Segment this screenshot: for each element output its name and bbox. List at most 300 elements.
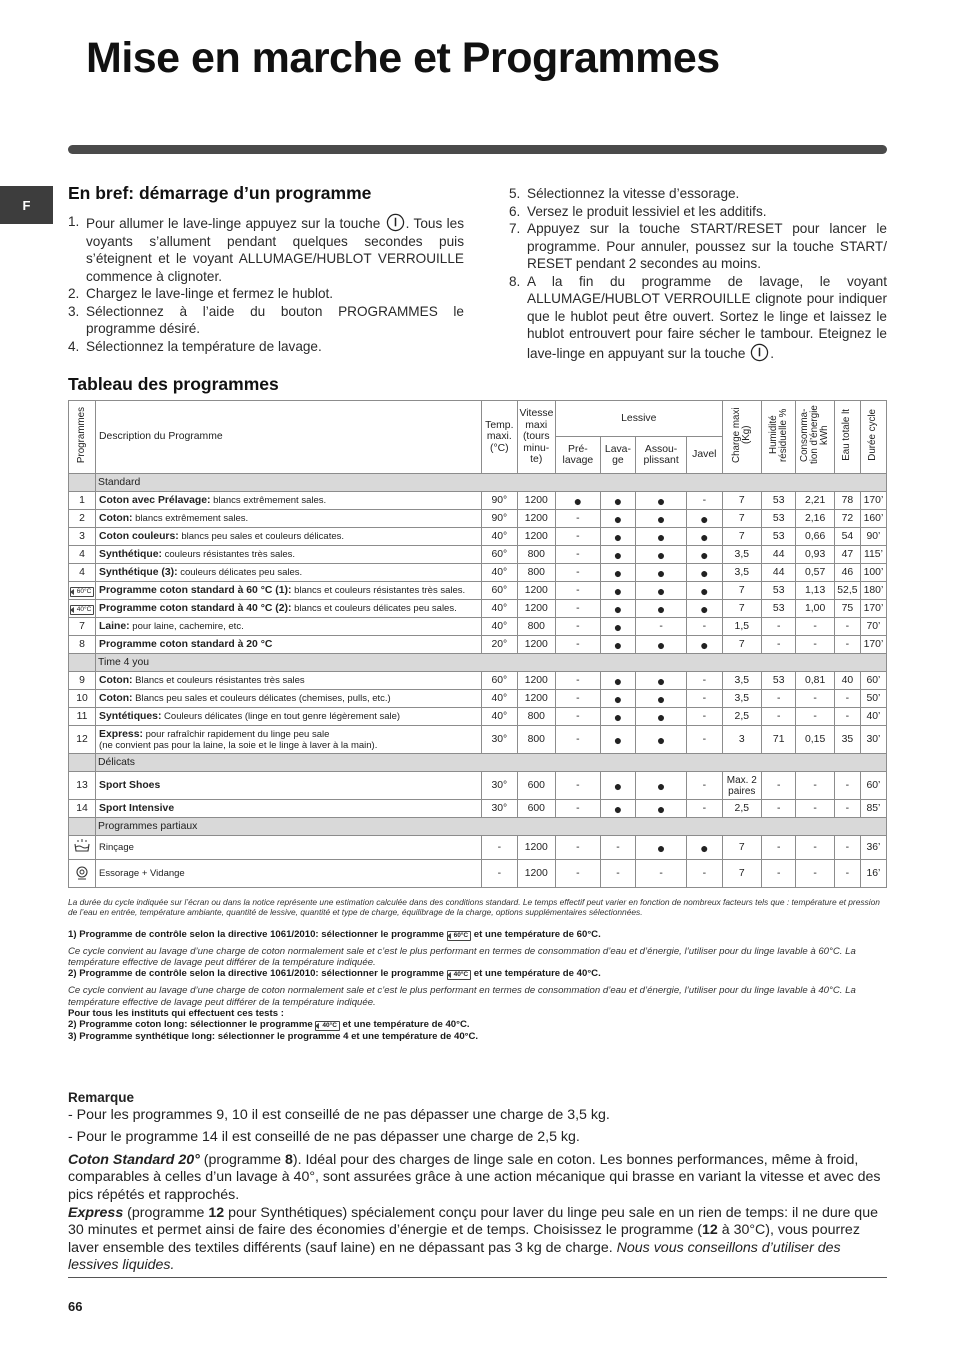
program-number: 8	[69, 636, 96, 654]
program-row	[69, 564, 887, 582]
step-text: Appuyez sur la touche START/RESET pour lancer le programme. Pour annuler, poussez sur la touche START/ RESET pendant 2 secondes au moins.	[527, 221, 887, 271]
temp-cell: 20°	[482, 636, 517, 654]
temp-cell: 90°	[482, 492, 517, 510]
step-text: Sélectionnez la vitesse d’essorage.	[527, 186, 740, 201]
cotton-40-icon: 40°C	[315, 1021, 340, 1031]
program-number: 14	[69, 800, 96, 818]
program-description: Coton couleurs: blancs peu sales et couleurs délicates.	[96, 528, 482, 546]
water-cell: 72	[834, 510, 860, 528]
note-1-text: Ce cycle convient au lavage d’une charge de coton normalement sale et c’est le plus performant en termes de consommation d’eau et d’énergie, l’utiliser pour du linge lavable à 60°C. La température effective de lavage peut différer de la température indiquée.	[68, 946, 856, 969]
step-6	[509, 203, 887, 221]
speed-cell: 600	[517, 800, 556, 818]
prewash-cell: -	[556, 510, 601, 528]
humidity-cell: 53	[762, 528, 796, 546]
program-number: 12	[69, 726, 96, 754]
cotton-60-icon: 60°C	[447, 931, 472, 941]
charge-cell: 3,5	[722, 690, 762, 708]
charge-cell: 7	[722, 510, 762, 528]
step-number: 7.	[509, 221, 521, 236]
temp-cell: 30°	[482, 772, 517, 800]
bleach-cell: -	[687, 772, 722, 800]
header-energy: Consomma- tion d’énergie kWh	[796, 401, 835, 474]
speed-cell: 800	[517, 564, 556, 582]
energy-cell: 0,93	[796, 546, 835, 564]
duration-cell: 16’	[860, 860, 886, 888]
speed-cell: 1200	[517, 600, 556, 618]
bleach-cell: -	[687, 492, 722, 510]
bleach-cell: ●	[687, 528, 722, 546]
bleach-cell: -	[687, 690, 722, 708]
prewash-cell: -	[556, 528, 601, 546]
prewash-cell: -	[556, 582, 601, 600]
category-spacer	[69, 818, 96, 836]
duration-cell: 100’	[860, 564, 886, 582]
wash-cell: ●	[600, 672, 635, 690]
wash-cell: -	[600, 860, 635, 888]
water-cell: 52,5	[834, 582, 860, 600]
prewash-cell: -	[556, 726, 601, 754]
energy-cell: -	[796, 836, 835, 860]
duration-cell: 160’	[860, 510, 886, 528]
energy-cell: 0,15	[796, 726, 835, 754]
step-1	[68, 213, 464, 285]
step-text: Chargez le lave-linge et fermez le hublot.	[86, 286, 334, 301]
step-text: Versez le produit lessiviel et les additifs.	[527, 203, 767, 219]
prewash-cell: -	[556, 546, 601, 564]
quickstart-heading: En bref: démarrage d’un programme	[68, 183, 372, 203]
table-notes	[68, 897, 888, 1042]
step-text: . Tous les voyants s’allument pendant quelques secondes puis s’éteignent et le voyant ALLUMAGE/HUBLOT VERROUILLE commence à clignoter.	[86, 216, 464, 284]
program-description: Synthétique: couleurs résistantes très sales.	[96, 546, 482, 564]
temp-cell: 60°	[482, 582, 517, 600]
speed-cell: 800	[517, 726, 556, 754]
program-row	[69, 836, 887, 860]
program-row	[69, 772, 887, 800]
step-text: Sélectionnez à l’aide du bouton PROGRAMMES le programme désiré.	[86, 303, 464, 336]
program-row	[69, 582, 887, 600]
step-text: Pour allumer le lave-linge appuyez sur la touche	[86, 216, 385, 231]
category-row	[69, 754, 887, 772]
temp-cell: 30°	[482, 800, 517, 818]
header-wash: Lava- ge	[600, 437, 635, 474]
program-cell	[69, 600, 96, 618]
remark-section	[68, 1089, 886, 1275]
wash-cell: ●	[600, 564, 635, 582]
prewash-cell: ●	[556, 492, 601, 510]
step-number: 8.	[509, 273, 521, 289]
energy-cell: -	[796, 708, 835, 726]
header-description: Description du Programme	[96, 401, 482, 474]
water-cell: -	[834, 772, 860, 800]
step-text: Sélectionnez la température de lavage.	[86, 338, 322, 354]
charge-cell: 7	[722, 582, 762, 600]
step-number: 3.	[68, 303, 80, 319]
duration-cell: 85’	[860, 800, 886, 818]
humidity-cell: -	[762, 772, 796, 800]
softener-cell: ●	[636, 708, 687, 726]
program-description: Programme coton standard à 40 °C (2): blancs et couleurs délicates peu sales.	[96, 600, 482, 618]
footer-divider	[68, 1277, 887, 1278]
wash-cell: ●	[600, 582, 635, 600]
duration-cell: 170’	[860, 600, 886, 618]
energy-cell: -	[796, 636, 835, 654]
humidity-cell: -	[762, 708, 796, 726]
program-description: Sport Shoes	[96, 772, 482, 800]
bleach-cell: ●	[687, 600, 722, 618]
wash-cell: ●	[600, 636, 635, 654]
category-spacer	[69, 654, 96, 672]
duration-cell: 36’	[860, 836, 886, 860]
humidity-cell: 53	[762, 510, 796, 528]
header-lessive: Lessive	[556, 401, 723, 437]
wash-cell: ●	[600, 546, 635, 564]
bleach-cell: ●	[687, 582, 722, 600]
water-cell: 46	[834, 564, 860, 582]
temp-cell: 40°	[482, 600, 517, 618]
temp-cell: -	[482, 860, 517, 888]
wash-cell: ●	[600, 800, 635, 818]
bleach-cell: ●	[687, 836, 722, 860]
step-2	[68, 285, 464, 303]
step-7	[509, 220, 887, 273]
header-duration: Durée cycle	[860, 401, 886, 474]
energy-cell: 2,16	[796, 510, 835, 528]
humidity-cell: 53	[762, 672, 796, 690]
program-description: Sport Intensive	[96, 800, 482, 818]
humidity-cell: 44	[762, 546, 796, 564]
program-number: 2	[69, 510, 96, 528]
humidity-cell: -	[762, 836, 796, 860]
humidity-cell: 53	[762, 492, 796, 510]
speed-cell: 1200	[517, 582, 556, 600]
step-text: A la fin du programme de lavage, le voyant ALLUMAGE/HUBLOT VERROUILLE clignote pour indiquer que le hublot peut être ouvert. Sortez le linge et laissez le hublot entrouvert pour faire sécher le tambour. Eteignez le lave-linge en appuyant sur la touche	[527, 273, 887, 361]
water-cell: 54	[834, 528, 860, 546]
step-text: .	[770, 345, 774, 361]
charge-cell: 2,5	[722, 800, 762, 818]
category-row	[69, 818, 887, 836]
energy-cell: -	[796, 860, 835, 888]
steps-right	[509, 185, 887, 362]
category-label: Délicats	[96, 754, 887, 772]
program-row	[69, 726, 887, 754]
program-row	[69, 510, 887, 528]
program-description: Programme coton standard à 20 °C	[96, 636, 482, 654]
program-row	[69, 690, 887, 708]
title-divider	[68, 145, 887, 154]
cotton-40-icon: 40°C	[70, 605, 95, 615]
language-tab: F	[0, 186, 53, 224]
program-row	[69, 708, 887, 726]
duration-cell: 60’	[860, 772, 886, 800]
duration-cell: 115’	[860, 546, 886, 564]
temp-cell: 40°	[482, 708, 517, 726]
temp-cell: 30°	[482, 726, 517, 754]
temp-cell: 90°	[482, 510, 517, 528]
step-number: 4.	[68, 338, 80, 354]
energy-cell: 1,13	[796, 582, 835, 600]
note-synthetic-long: 3) Programme synthétique long: sélectionner le programme 4 et une température de 40°C.	[68, 1031, 479, 1043]
charge-cell: 1,5	[722, 618, 762, 636]
program-number: 9	[69, 672, 96, 690]
softener-cell: ●	[636, 600, 687, 618]
step-number: 1.	[68, 214, 80, 229]
program-number: 10	[69, 690, 96, 708]
wash-cell: ●	[600, 726, 635, 754]
header-water: Eau totale lt	[834, 401, 860, 474]
water-cell: -	[834, 860, 860, 888]
softener-cell: ●	[636, 582, 687, 600]
steps-left	[68, 213, 464, 355]
temp-cell: 60°	[482, 546, 517, 564]
softener-cell: ●	[636, 492, 687, 510]
remark-line-1: - Pour les programmes 9, 10 il est conseillé de ne pas dépasser une charge de 3,5 kg.	[68, 1106, 610, 1123]
program-cell	[69, 582, 96, 600]
softener-cell: -	[636, 860, 687, 888]
speed-cell: 800	[517, 708, 556, 726]
program-description: Essorage + Vidange	[96, 860, 482, 888]
prewash-cell: -	[556, 618, 601, 636]
program-description: Coton: Blancs peu sales et couleurs délicates (chemises, pulls, etc.)	[96, 690, 482, 708]
cotton-60-icon: 60°C	[70, 587, 95, 597]
humidity-cell: -	[762, 860, 796, 888]
remark-line-2: - Pour le programme 14 il est conseillé de ne pas dépasser une charge de 2,5 kg.	[68, 1129, 580, 1146]
program-description: Programme coton standard à 60 °C (1): blancs et couleurs résistantes très sales.	[96, 582, 482, 600]
charge-cell: 7	[722, 860, 762, 888]
speed-cell: 1200	[517, 672, 556, 690]
humidity-cell: -	[762, 618, 796, 636]
temp-cell: 40°	[482, 690, 517, 708]
bleach-cell: -	[687, 800, 722, 818]
water-cell: 40	[834, 672, 860, 690]
water-cell: -	[834, 708, 860, 726]
program-number: 4	[69, 546, 96, 564]
bleach-cell: ●	[687, 636, 722, 654]
prewash-cell: -	[556, 836, 601, 860]
category-label: Time 4 you	[96, 654, 887, 672]
energy-cell: -	[796, 690, 835, 708]
remark-express: Express (programme 12 pour Synthétiques) spécialement conçu pour laver du linge peu sale en un rien de temps: il ne dure que 30 minutes et permet ainsi de faire des économies d’énergie et de temps. Choisissez le programme (12 à 30°C), vous pourrez laver ensemble des textiles différents (sauf laine) en ne dépassant pas 3 kg de charge. Nous vous conseillons d’utiliser des lessives liquides.	[68, 1204, 878, 1274]
energy-cell: -	[796, 772, 835, 800]
charge-cell: Max. 2 paires	[722, 772, 762, 800]
speed-cell: 1200	[517, 860, 556, 888]
program-description: Laine: pour laine, cachemire, etc.	[96, 618, 482, 636]
charge-cell: 7	[722, 600, 762, 618]
power-icon	[386, 213, 405, 232]
energy-cell: 0,81	[796, 672, 835, 690]
note-institutes: Pour tous les instituts qui effectuent ces tests :	[68, 1007, 284, 1019]
bleach-cell: -	[687, 726, 722, 754]
program-row	[69, 492, 887, 510]
water-cell: 47	[834, 546, 860, 564]
programs-table	[68, 400, 887, 888]
program-description: Synthétique (3): couleurs délicates peu sales.	[96, 564, 482, 582]
program-description: Coton: Blancs et couleurs résistantes très sales	[96, 672, 482, 690]
softener-cell: -	[636, 618, 687, 636]
wash-cell: ●	[600, 690, 635, 708]
prewash-cell: -	[556, 800, 601, 818]
energy-cell: 0,57	[796, 564, 835, 582]
energy-cell: 2,21	[796, 492, 835, 510]
duration-cell: 60’	[860, 672, 886, 690]
water-cell: 78	[834, 492, 860, 510]
duration-cell: 170’	[860, 492, 886, 510]
charge-cell: 7	[722, 528, 762, 546]
note-cotton-long: 2) Programme coton long: sélectionner le programme 40°C et une température de 40°C.	[68, 1019, 470, 1031]
temp-cell: -	[482, 836, 517, 860]
softener-cell: ●	[636, 546, 687, 564]
rinse-icon	[69, 836, 96, 860]
water-cell: -	[834, 800, 860, 818]
speed-cell: 1200	[517, 836, 556, 860]
cotton-40-icon: 40°C	[447, 970, 472, 980]
step-5	[509, 185, 887, 203]
charge-cell: 7	[722, 492, 762, 510]
bleach-cell: -	[687, 618, 722, 636]
program-number: 11	[69, 708, 96, 726]
wash-cell: ●	[600, 492, 635, 510]
prewash-cell: -	[556, 636, 601, 654]
header-charge: Charge maxi (Kg)	[722, 401, 762, 474]
softener-cell: ●	[636, 836, 687, 860]
softener-cell: ●	[636, 510, 687, 528]
charge-cell: 2,5	[722, 708, 762, 726]
water-cell: -	[834, 618, 860, 636]
humidity-cell: 71	[762, 726, 796, 754]
header-humidity: Humidité résiduelle %	[762, 401, 796, 474]
wash-cell: -	[600, 836, 635, 860]
softener-cell: ●	[636, 528, 687, 546]
wash-cell: ●	[600, 772, 635, 800]
speed-cell: 600	[517, 772, 556, 800]
step-number: 2.	[68, 286, 80, 301]
speed-cell: 1200	[517, 636, 556, 654]
speed-cell: 1200	[517, 528, 556, 546]
wash-cell: ●	[600, 708, 635, 726]
temp-cell: 40°	[482, 528, 517, 546]
bleach-cell: ●	[687, 510, 722, 528]
wash-cell: ●	[600, 600, 635, 618]
remark-coton-20: Coton Standard 20° (programme 8). Idéal pour des charges de linge sale en coton. Les bonnes performances, même à froid, comparables à celles d’un lavage à 40°, sont assurées grâce à une action mécanique qui brasse en variant la vitesse et avec des pics répétés et rapprochés.	[68, 1151, 881, 1203]
temp-cell: 40°	[482, 618, 517, 636]
program-row	[69, 672, 887, 690]
header-softener: Assou- plissant	[636, 437, 687, 474]
softener-cell: ●	[636, 564, 687, 582]
program-row	[69, 546, 887, 564]
water-cell: 35	[834, 726, 860, 754]
step-8	[509, 273, 887, 363]
energy-cell: -	[796, 618, 835, 636]
water-cell: -	[834, 636, 860, 654]
duration-cell: 70’	[860, 618, 886, 636]
remark-heading: Remarque	[68, 1090, 135, 1105]
softener-cell: ●	[636, 772, 687, 800]
note-1: 1) Programme de contrôle selon la directive 1061/2010: sélectionner le programme 60°C et une température de 60°C.	[68, 929, 601, 940]
humidity-cell: -	[762, 690, 796, 708]
step-3	[68, 303, 464, 338]
speed-cell: 1200	[517, 510, 556, 528]
program-description: Syntétiques: Couleurs délicates (linge en tout genre légèrement sale)	[96, 708, 482, 726]
program-row	[69, 800, 887, 818]
duration-cell: 180’	[860, 582, 886, 600]
charge-cell: 3,5	[722, 672, 762, 690]
duration-cell: 30’	[860, 726, 886, 754]
wash-cell: ●	[600, 528, 635, 546]
wash-cell: ●	[600, 510, 635, 528]
energy-cell: -	[796, 800, 835, 818]
humidity-cell: 44	[762, 564, 796, 582]
charge-cell: 3	[722, 726, 762, 754]
note-2-text: Ce cycle convient au lavage d’une charge de coton normalement sale et c’est le plus performant en termes de consommation d’eau et d’énergie, l’utiliser pour du linge lavable à 40°C. La température effective de lavage peut différer de la température indiquée.	[68, 985, 856, 1008]
speed-cell: 800	[517, 546, 556, 564]
program-row	[69, 618, 887, 636]
water-cell: 75	[834, 600, 860, 618]
bleach-cell: -	[687, 672, 722, 690]
temp-cell: 40°	[482, 564, 517, 582]
note-2: 2) Programme de contrôle selon la directive 1061/2010: sélectionner le programme 40°C et une température de 40°C.	[68, 968, 601, 980]
prewash-cell: -	[556, 690, 601, 708]
step-number: 6.	[509, 203, 521, 219]
category-row	[69, 654, 887, 672]
bleach-cell: -	[687, 708, 722, 726]
humidity-cell: -	[762, 636, 796, 654]
water-cell: -	[834, 836, 860, 860]
prewash-cell: -	[556, 708, 601, 726]
header-speed: Vitesse maxi (tours minu- te)	[517, 401, 556, 474]
wash-cell: ●	[600, 618, 635, 636]
softener-cell: ●	[636, 690, 687, 708]
prewash-cell: -	[556, 600, 601, 618]
header-programmes: Programmes	[69, 401, 96, 474]
step-number: 5.	[509, 186, 521, 201]
cycle-disclaimer: La durée du cycle indiquée sur l’écran ou dans la notice représente une estimation calculée dans des conditions standard. Le temps effectif peut varier en fonction de nombreux facteurs tels que : température et pression de l’eau en entrée, température ambiante, quantité de lessive, quantité et type de charge, équilibrage de la charge, options supplémentaires sélectionnées.	[68, 897, 880, 917]
step-4	[68, 338, 464, 356]
program-row	[69, 600, 887, 618]
header-temp: Temp. maxi. (°C)	[482, 401, 517, 474]
water-cell: -	[834, 690, 860, 708]
humidity-cell: 53	[762, 600, 796, 618]
page-number: 66	[68, 1299, 83, 1314]
duration-cell: 40’	[860, 708, 886, 726]
program-description: Coton: blancs extrêmement sales.	[96, 510, 482, 528]
prewash-cell: -	[556, 860, 601, 888]
category-label: Programmes partiaux	[96, 818, 887, 836]
speed-cell: 1200	[517, 492, 556, 510]
charge-cell: 3,5	[722, 564, 762, 582]
speed-cell: 1200	[517, 690, 556, 708]
category-label: Standard	[96, 474, 887, 492]
header-bleach: Javel	[687, 437, 722, 474]
bleach-cell: -	[687, 860, 722, 888]
humidity-cell: -	[762, 800, 796, 818]
energy-cell: 1,00	[796, 600, 835, 618]
header-prewash: Pré- lavage	[556, 437, 601, 474]
charge-cell: 7	[722, 836, 762, 860]
power-icon	[750, 343, 769, 362]
program-row	[69, 636, 887, 654]
bleach-cell: ●	[687, 564, 722, 582]
duration-cell: 170’	[860, 636, 886, 654]
page-title: Mise en marche et Programmes	[86, 34, 720, 82]
bleach-cell: ●	[687, 546, 722, 564]
program-row	[69, 528, 887, 546]
program-description: Rinçage	[96, 836, 482, 860]
prewash-cell: -	[556, 672, 601, 690]
softener-cell: ●	[636, 800, 687, 818]
category-spacer	[69, 474, 96, 492]
category-spacer	[69, 754, 96, 772]
speed-cell: 800	[517, 618, 556, 636]
softener-cell: ●	[636, 726, 687, 754]
